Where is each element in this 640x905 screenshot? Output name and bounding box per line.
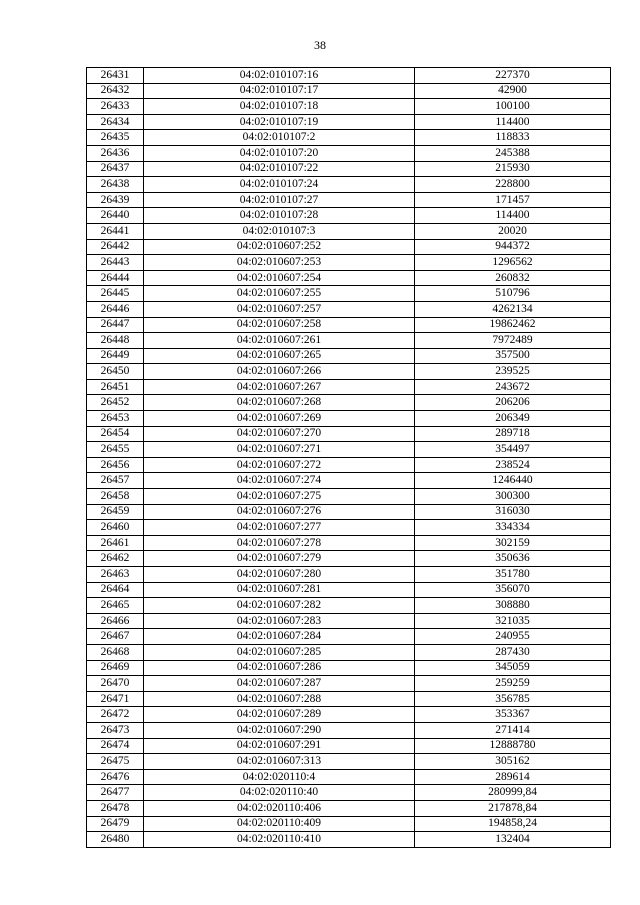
table-row (87, 301, 611, 317)
table-row (87, 754, 611, 770)
value-cell: 171457 (415, 192, 611, 208)
data-table (86, 67, 611, 848)
table-row (87, 442, 611, 458)
value-cell: 238524 (415, 457, 611, 473)
row-number-cell: 26440 (87, 208, 144, 224)
table-row (87, 551, 611, 567)
row-number-cell: 26461 (87, 535, 144, 551)
value-cell: 259259 (415, 676, 611, 692)
cadastral-number-cell: 04:02:010607:290 (144, 722, 415, 738)
value-cell: 1296562 (415, 255, 611, 271)
cadastral-number-cell: 04:02:010107:16 (144, 68, 415, 84)
value-cell: 302159 (415, 535, 611, 551)
value-cell: 345059 (415, 660, 611, 676)
cadastral-number-cell: 04:02:010607:270 (144, 426, 415, 442)
table-row (87, 457, 611, 473)
value-cell: 227370 (415, 68, 611, 84)
table-row (87, 473, 611, 489)
table-row (87, 348, 611, 364)
table-row (87, 83, 611, 99)
cadastral-number-cell: 04:02:010607:268 (144, 395, 415, 411)
table-body (87, 68, 611, 848)
table-row (87, 707, 611, 723)
cadastral-number-cell: 04:02:020110:409 (144, 816, 415, 832)
table-row (87, 504, 611, 520)
cadastral-number-cell: 04:02:010607:271 (144, 442, 415, 458)
cadastral-number-cell: 04:02:010607:255 (144, 286, 415, 302)
row-number-cell: 26470 (87, 676, 144, 692)
row-number-cell: 26453 (87, 411, 144, 427)
value-cell: 271414 (415, 722, 611, 738)
table-row (87, 660, 611, 676)
value-cell: 20020 (415, 223, 611, 239)
value-cell: 354497 (415, 442, 611, 458)
row-number-cell: 26432 (87, 83, 144, 99)
cadastral-number-cell: 04:02:010107:17 (144, 83, 415, 99)
cadastral-number-cell: 04:02:020110:4 (144, 769, 415, 785)
value-cell: 510796 (415, 286, 611, 302)
table-row (87, 644, 611, 660)
cadastral-number-cell: 04:02:010107:3 (144, 223, 415, 239)
table-row (87, 535, 611, 551)
row-number-cell: 26444 (87, 270, 144, 286)
row-number-cell: 26436 (87, 145, 144, 161)
value-cell: 289718 (415, 426, 611, 442)
row-number-cell: 26435 (87, 130, 144, 146)
row-number-cell: 26460 (87, 520, 144, 536)
table-row (87, 738, 611, 754)
table-row (87, 426, 611, 442)
value-cell: 243672 (415, 379, 611, 395)
cadastral-number-cell: 04:02:020110:40 (144, 785, 415, 801)
value-cell: 357500 (415, 348, 611, 364)
table-row (87, 489, 611, 505)
row-number-cell: 26471 (87, 691, 144, 707)
row-number-cell: 26455 (87, 442, 144, 458)
row-number-cell: 26434 (87, 114, 144, 130)
value-cell: 1246440 (415, 473, 611, 489)
cadastral-number-cell: 04:02:010607:253 (144, 255, 415, 271)
value-cell: 12888780 (415, 738, 611, 754)
row-number-cell: 26447 (87, 317, 144, 333)
row-number-cell: 26438 (87, 177, 144, 193)
cadastral-number-cell: 04:02:010107:24 (144, 177, 415, 193)
cadastral-number-cell: 04:02:010607:272 (144, 457, 415, 473)
value-cell: 100100 (415, 99, 611, 115)
row-number-cell: 26465 (87, 598, 144, 614)
cadastral-number-cell: 04:02:010607:266 (144, 364, 415, 380)
value-cell: 4262134 (415, 301, 611, 317)
cadastral-number-cell: 04:02:010607:288 (144, 691, 415, 707)
table-row (87, 598, 611, 614)
row-number-cell: 26476 (87, 769, 144, 785)
row-number-cell: 26431 (87, 68, 144, 84)
table-row (87, 177, 611, 193)
row-number-cell: 26464 (87, 582, 144, 598)
table-row (87, 270, 611, 286)
value-cell: 350636 (415, 551, 611, 567)
cadastral-number-cell: 04:02:010607:279 (144, 551, 415, 567)
table-row (87, 582, 611, 598)
table-row (87, 161, 611, 177)
cadastral-number-cell: 04:02:010607:289 (144, 707, 415, 723)
cadastral-number-cell: 04:02:010607:280 (144, 567, 415, 583)
cadastral-number-cell: 04:02:010607:284 (144, 629, 415, 645)
row-number-cell: 26466 (87, 613, 144, 629)
value-cell: 215930 (415, 161, 611, 177)
value-cell: 308880 (415, 598, 611, 614)
value-cell: 280999,84 (415, 785, 611, 801)
row-number-cell: 26469 (87, 660, 144, 676)
value-cell: 305162 (415, 754, 611, 770)
value-cell: 239525 (415, 364, 611, 380)
table-row (87, 114, 611, 130)
table-row (87, 785, 611, 801)
cadastral-number-cell: 04:02:010607:258 (144, 317, 415, 333)
cadastral-number-cell: 04:02:010607:274 (144, 473, 415, 489)
value-cell: 316030 (415, 504, 611, 520)
value-cell: 356070 (415, 582, 611, 598)
row-number-cell: 26462 (87, 551, 144, 567)
row-number-cell: 26475 (87, 754, 144, 770)
table-row (87, 379, 611, 395)
row-number-cell: 26441 (87, 223, 144, 239)
cadastral-number-cell: 04:02:010607:275 (144, 489, 415, 505)
row-number-cell: 26472 (87, 707, 144, 723)
table-row (87, 208, 611, 224)
table-row (87, 286, 611, 302)
table-row (87, 676, 611, 692)
table-row (87, 68, 611, 84)
value-cell: 300300 (415, 489, 611, 505)
table-row (87, 255, 611, 271)
row-number-cell: 26479 (87, 816, 144, 832)
value-cell: 206349 (415, 411, 611, 427)
cadastral-number-cell: 04:02:010607:313 (144, 754, 415, 770)
table-row (87, 567, 611, 583)
table-row (87, 395, 611, 411)
cadastral-number-cell: 04:02:010107:18 (144, 99, 415, 115)
row-number-cell: 26478 (87, 800, 144, 816)
cadastral-number-cell: 04:02:010607:277 (144, 520, 415, 536)
row-number-cell: 26451 (87, 379, 144, 395)
value-cell: 245388 (415, 145, 611, 161)
value-cell: 260832 (415, 270, 611, 286)
value-cell: 356785 (415, 691, 611, 707)
row-number-cell: 26467 (87, 629, 144, 645)
table-row (87, 769, 611, 785)
cadastral-number-cell: 04:02:010607:291 (144, 738, 415, 754)
value-cell: 118833 (415, 130, 611, 146)
cadastral-number-cell: 04:02:010107:22 (144, 161, 415, 177)
cadastral-number-cell: 04:02:010607:261 (144, 333, 415, 349)
row-number-cell: 26459 (87, 504, 144, 520)
cadastral-number-cell: 04:02:010607:278 (144, 535, 415, 551)
cadastral-number-cell: 04:02:010607:267 (144, 379, 415, 395)
value-cell: 206206 (415, 395, 611, 411)
cadastral-number-cell: 04:02:010607:254 (144, 270, 415, 286)
cadastral-number-cell: 04:02:010607:285 (144, 644, 415, 660)
row-number-cell: 26449 (87, 348, 144, 364)
table-row (87, 722, 611, 738)
table-row (87, 130, 611, 146)
row-number-cell: 26443 (87, 255, 144, 271)
row-number-cell: 26454 (87, 426, 144, 442)
row-number-cell: 26446 (87, 301, 144, 317)
row-number-cell: 26477 (87, 785, 144, 801)
value-cell: 7972489 (415, 333, 611, 349)
row-number-cell: 26437 (87, 161, 144, 177)
cadastral-number-cell: 04:02:010607:281 (144, 582, 415, 598)
table-row (87, 691, 611, 707)
table-row (87, 816, 611, 832)
cadastral-number-cell: 04:02:010607:252 (144, 239, 415, 255)
cadastral-number-cell: 04:02:010107:19 (144, 114, 415, 130)
table-row (87, 317, 611, 333)
cadastral-number-cell: 04:02:010607:276 (144, 504, 415, 520)
row-number-cell: 26433 (87, 99, 144, 115)
cadastral-number-cell: 04:02:010107:28 (144, 208, 415, 224)
cadastral-number-cell: 04:02:010607:283 (144, 613, 415, 629)
table-row (87, 364, 611, 380)
table-row (87, 613, 611, 629)
value-cell: 353367 (415, 707, 611, 723)
row-number-cell: 26480 (87, 832, 144, 848)
row-number-cell: 26439 (87, 192, 144, 208)
row-number-cell: 26452 (87, 395, 144, 411)
cadastral-number-cell: 04:02:010607:257 (144, 301, 415, 317)
table-row (87, 99, 611, 115)
value-cell: 240955 (415, 629, 611, 645)
row-number-cell: 26468 (87, 644, 144, 660)
value-cell: 114400 (415, 114, 611, 130)
table-row (87, 832, 611, 848)
cadastral-number-cell: 04:02:020110:410 (144, 832, 415, 848)
cadastral-number-cell: 04:02:010107:2 (144, 130, 415, 146)
row-number-cell: 26474 (87, 738, 144, 754)
cadastral-number-cell: 04:02:010107:27 (144, 192, 415, 208)
table-row (87, 145, 611, 161)
table-row (87, 520, 611, 536)
cadastral-number-cell: 04:02:010107:20 (144, 145, 415, 161)
row-number-cell: 26445 (87, 286, 144, 302)
table-row (87, 223, 611, 239)
value-cell: 114400 (415, 208, 611, 224)
row-number-cell: 26463 (87, 567, 144, 583)
value-cell: 132404 (415, 832, 611, 848)
value-cell: 321035 (415, 613, 611, 629)
table-row (87, 629, 611, 645)
row-number-cell: 26458 (87, 489, 144, 505)
cadastral-number-cell: 04:02:010607:269 (144, 411, 415, 427)
value-cell: 289614 (415, 769, 611, 785)
table-row (87, 800, 611, 816)
row-number-cell: 26450 (87, 364, 144, 380)
cadastral-number-cell: 04:02:010607:287 (144, 676, 415, 692)
value-cell: 194858,24 (415, 816, 611, 832)
table-row (87, 239, 611, 255)
value-cell: 944372 (415, 239, 611, 255)
cadastral-number-cell: 04:02:010607:282 (144, 598, 415, 614)
value-cell: 334334 (415, 520, 611, 536)
cadastral-number-cell: 04:02:020110:406 (144, 800, 415, 816)
table-row (87, 333, 611, 349)
row-number-cell: 26456 (87, 457, 144, 473)
cadastral-number-cell: 04:02:010607:265 (144, 348, 415, 364)
row-number-cell: 26473 (87, 722, 144, 738)
row-number-cell: 26442 (87, 239, 144, 255)
table-row (87, 411, 611, 427)
value-cell: 228800 (415, 177, 611, 193)
page-number: 38 (314, 38, 326, 52)
row-number-cell: 26448 (87, 333, 144, 349)
table-row (87, 192, 611, 208)
value-cell: 217878,84 (415, 800, 611, 816)
value-cell: 42900 (415, 83, 611, 99)
value-cell: 287430 (415, 644, 611, 660)
row-number-cell: 26457 (87, 473, 144, 489)
cadastral-number-cell: 04:02:010607:286 (144, 660, 415, 676)
value-cell: 19862462 (415, 317, 611, 333)
value-cell: 351780 (415, 567, 611, 583)
